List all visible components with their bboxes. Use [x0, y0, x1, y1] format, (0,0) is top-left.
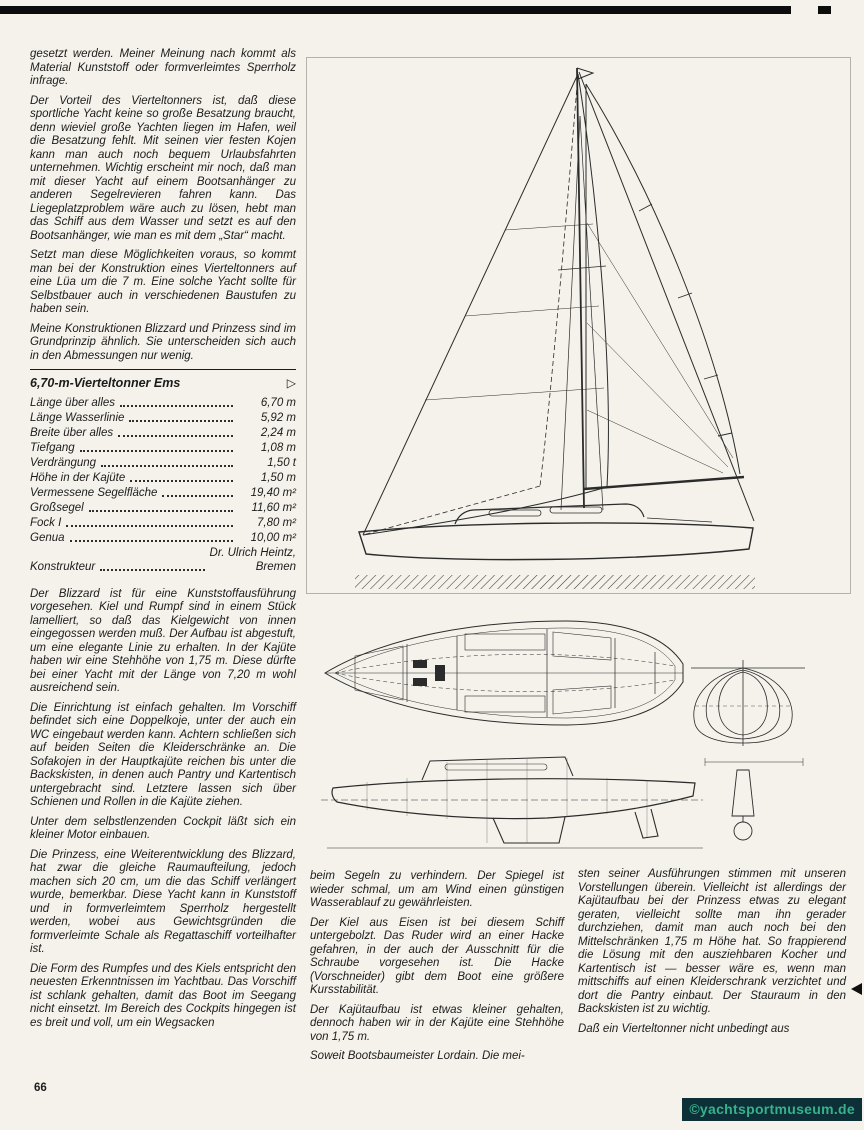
- dot-leader: [70, 540, 233, 542]
- hull-plans-drawing: [307, 612, 850, 862]
- dot-leader: [120, 405, 233, 407]
- spec-row: Breite über alles 2,24 m: [30, 426, 296, 439]
- right-column: [578, 868, 846, 1042]
- dot-leader: [101, 465, 233, 467]
- spec-table-header: [30, 377, 296, 391]
- spec-table-title: 6,70-m-Vierteltonner Ems: [30, 376, 181, 390]
- dot-leader: [130, 480, 233, 482]
- spec-row: Höhe in der Kajüte 1,50 m: [30, 471, 296, 484]
- dot-leader: [118, 435, 233, 437]
- paragraph: Der Kajütaufbau ist etwas kleiner gehalten, dennoch haben wir in der Kajüte eine Stehhöhe von 1,75 m.: [310, 1003, 564, 1043]
- divider-rule: [30, 369, 296, 370]
- page-edge-marker-icon: [851, 983, 862, 995]
- spec-row: Großsegel 11,60 m²: [30, 501, 296, 514]
- sail-plan-drawing: [306, 57, 851, 594]
- spec-row-konstrukteur: Konstrukteur Dr. Ulrich Heintz, Bremen: [30, 546, 296, 573]
- spec-row: Länge Wasserlinie 5,92 m: [30, 411, 296, 424]
- paragraph: sten seiner Ausführungen stimmen mit unseren Vorstellungen überein. Vielleicht ist allerdings der Kajütaufbau bei der Prinzess etwas zu elegant geraten, vielleicht sollte man ihn gerader durchziehen, damit man auch noch bei den Mittelschränken 1,75 m Höhe hat. So frappierend die Lösung mit den ausziehbaren Kocher und Kartentisch ist — besser wäre es, wenn man mittschiffs auf einen Kleiderschrank verzichtet und dort die Pantry einbaut. Der Stauraum in den Backskisten ist zu wichtig.: [578, 868, 846, 1015]
- spec-table: [30, 396, 296, 574]
- spec-row: Vermessene Segelfläche 19,40 m²: [30, 486, 296, 499]
- paragraph: Meine Konstruktionen Blizzard und Prinzess sind im Grundprinzip ähnlich. Sie unterscheiden sich auch in den Abmessungen nur wenig.: [30, 322, 296, 362]
- paragraph: Die Prinzess, eine Weiterentwicklung des Blizzard, hat zwar die gleiche Raumaufteilung, jedoch machen sich 20 cm, um die das Schiff verlängert wurde, bemerkbar. Diese Yacht kann in Kunststoff und in formverleimtem Sperrholz hergestellt werden, wobei aus Gewichtsgründen die formverleimte Schale als Regattaschiff vorteilhafter ist.: [30, 848, 296, 955]
- page-top-mark: [818, 6, 831, 14]
- page-top-rule: [0, 6, 791, 14]
- paragraph: Die Form des Rumpfes und des Kiels entspricht den neuesten Erkenntnissen im Yachtbau. Das Vorschiff ist schlank gehalten, damit das Boot im Seegang nicht einsetzt. Im Bereich des Cockpits hingegen ist es breit und voll, um ein Wegsacken: [30, 962, 296, 1029]
- paragraph: gesetzt werden. Meiner Meinung nach kommt als Material Kunststoff oder formverleimtes Sperrholz infrage.: [30, 48, 296, 87]
- dot-leader: [80, 450, 233, 452]
- dot-leader: [162, 495, 233, 497]
- dot-leader: [129, 420, 233, 422]
- spec-row: Fock I 7,80 m²: [30, 516, 296, 529]
- paragraph: Der Blizzard ist für eine Kunststoffausführung vorgesehen. Kiel und Rumpf sind in einem Stück lamelliert, so daß das Kielgewicht von innen eingegossen werden muß. Der Aufbau ist abgestuft, um eine elegante Linie zu erhalten. In der Kajüte haben wir eine Stehhöhe von 1,75 m. Diese dürfte bei einer Yacht mit der Länge von 7,20 m wohl ausreichend sein.: [30, 587, 296, 694]
- triangle-marker-icon: ▷: [286, 376, 296, 390]
- watermark: ©yachtsportmuseum.de: [682, 1098, 862, 1121]
- spec-row: Länge über alles 6,70 m: [30, 396, 296, 409]
- spec-row: Tiefgang 1,08 m: [30, 441, 296, 454]
- paragraph: Soweit Bootsbaumeister Lordain. Die mei-: [310, 1050, 525, 1062]
- page-number: 66: [34, 1082, 47, 1094]
- dot-leader: [100, 569, 204, 571]
- paragraph: Daß ein Vierteltonner nicht unbedingt aus: [578, 1022, 790, 1035]
- left-column: [30, 48, 296, 1036]
- dot-leader: [89, 510, 233, 512]
- paragraph: Setzt man diese Möglichkeiten voraus, so kommt man bei der Konstruktion eines Vierteltonners auf eine Lüa um die 7 m. Eine solche Yacht sollte für Selbstbauer auch in verschiedenen Baustufen zu haben sein.: [30, 249, 296, 315]
- paragraph: Der Kiel aus Eisen ist bei diesem Schiff untergebolzt. Das Ruder wird an einer Hacke gefahren, in der auch der Ausschnitt für die Schraube vorgesehen ist. Die Hacke (Vorschneider) gibt dem Boot eine größere Kursstabilität.: [310, 916, 564, 996]
- spec-row: Verdrängung 1,50 t: [30, 456, 296, 469]
- paragraph: Der Vorteil des Vierteltonners ist, daß diese sportliche Yacht keine so große Besatzung braucht, denn wieviel große Yachten liegen im Hafen, weil die Besatzung fehlt. Mit seinen vier festen Kojen kann man auch noch bequem Urlaubsfahrten unternehmen. Wichtig erscheint mir noch, daß man mit dieser Yacht auf einem Bootsanhänger zu anderen Segelrevieren fahren kann. Das Liegeplatzproblem wäre auch zu lösen, hebt man das Schiff aus dem Wasser und setzt es auf den Bootsanhänger, wie man es mit dem „Star“ macht.: [30, 94, 296, 242]
- middle-column: [310, 870, 564, 1070]
- paragraph: Die Einrichtung ist einfach gehalten. Im Vorschiff befindet sich eine Doppelkoje, unter der auch ein WC eingebaut werden kann. Achtern schließen sich auf beiden Seiten die Kleiderschränke an. Die Sofakojen in der Hauptkajüte reichen bis unter die Backskisten, in denen auch Pantry und Kartentisch untergebracht sind. Letztere lassen sich über Schienen und Rollen in die Kajüte ziehen.: [30, 701, 296, 808]
- paragraph: beim Segeln zu verhindern. Der Spiegel ist wieder schmal, um am Wind einen günstigen Wasserablauf zu gewährleisten.: [310, 870, 564, 909]
- dot-leader: [66, 525, 233, 527]
- paragraph: Unter dem selbstlenzenden Cockpit läßt sich ein kleiner Motor einbauen.: [30, 815, 296, 841]
- spec-row: Genua 10,00 m²: [30, 531, 296, 544]
